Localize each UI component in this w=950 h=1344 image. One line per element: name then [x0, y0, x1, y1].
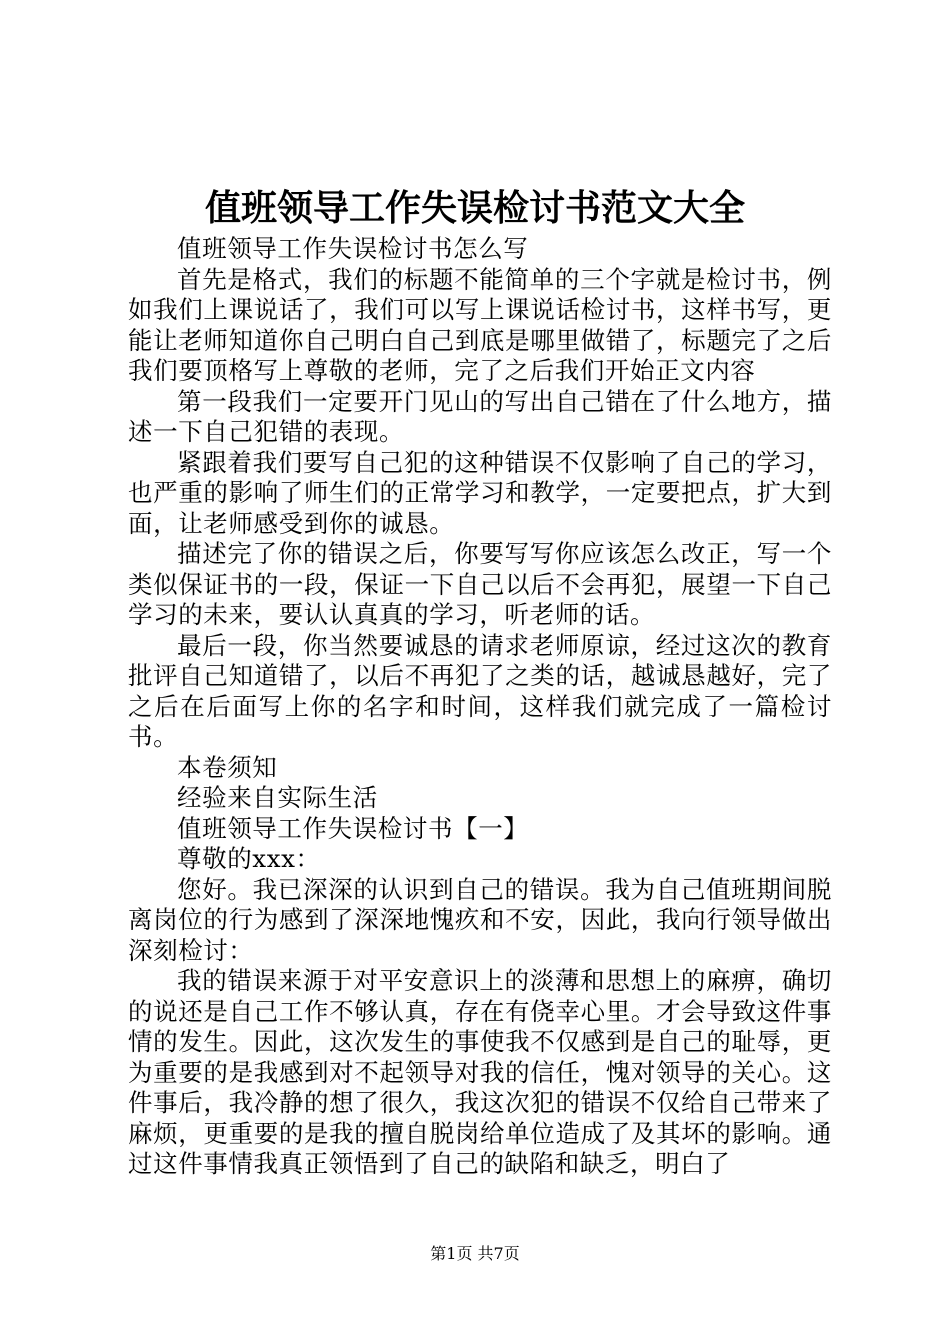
paragraph-reflection: 我的错误来源于对平安意识上的淡薄和思想上的麻痹，确切的说还是自己工作不够认真，存在有侥幸心里。才会导致这件事情的发生。因此，这次发生的事使我不仅感到是自己的耻辱，更为重要的是我感到对不起领导对我的信任，愧对领导的关心。这件事后，我冷静的想了很久，我这次犯的错误不仅给自己带来了麻烦，更重要的是我的擅自脱岗给单位造成了及其坏的影响。通过这件事情我真正领悟到了自己的缺陷和缺乏，明白了 — [128, 966, 832, 1178]
paragraph-subtitle: 值班领导工作失误检讨书怎么写 — [177, 234, 529, 263]
paragraph-salutation: 尊敬的xxx： — [177, 844, 321, 873]
paragraph-greeting: 您好。我已深深的认识到自己的错误。我为自己值班期间脱离岗位的行为感到了深深地愧疚和不安，因此，我向行领导做出深刻检讨： — [128, 874, 832, 965]
paragraph-notice-heading: 本卷须知 — [177, 752, 278, 782]
paragraph-format: 首先是格式，我们的标题不能简单的三个字就是检讨书，例如我们上课说话了，我们可以写上课说话检讨书，这样书写，更能让老师知道你自己明白自己到底是哪里做错了，标题完了之后我们要顶格写上尊敬的老师，完了之后我们开始正文内容 — [128, 264, 832, 385]
page-number: 第1页 共7页 — [430, 1244, 520, 1263]
paragraph-impact: 紧跟着我们要写自己犯的这种错误不仅影响了自己的学习，也严重的影响了师生们的正常学习和教学，一定要把点，扩大到面，让老师感受到你的诚恳。 — [128, 447, 832, 538]
document-body — [128, 234, 832, 1180]
paragraph-correction: 描述完了你的错误之后，你要写写你应该怎么改正，写一个类似保证书的一段，保证一下自己以后不会再犯，展望一下自己学习的未来，要认认真真的学习，听老师的话。 — [128, 539, 832, 629]
paragraph-notice-text: 经验来自实际生活 — [177, 783, 378, 812]
paragraph-first-section: 第一段我们一定要开门见山的写出自己错在了什么地方，描述一下自己犯错的表现。 — [128, 386, 832, 446]
document-title: 值班领导工作失误检讨书范文大全 — [204, 187, 745, 229]
paragraph-sample-heading: 值班领导工作失误检讨书【一】 — [177, 813, 529, 843]
paragraph-last-section: 最后一段，你当然要诚恳的请求老师原谅，经过这次的教育批评自己知道错了，以后不再犯了之类的话，越诚恳越好，完了之后在后面写上你的名字和时间，这样我们就完成了一篇检讨书。 — [128, 630, 832, 751]
